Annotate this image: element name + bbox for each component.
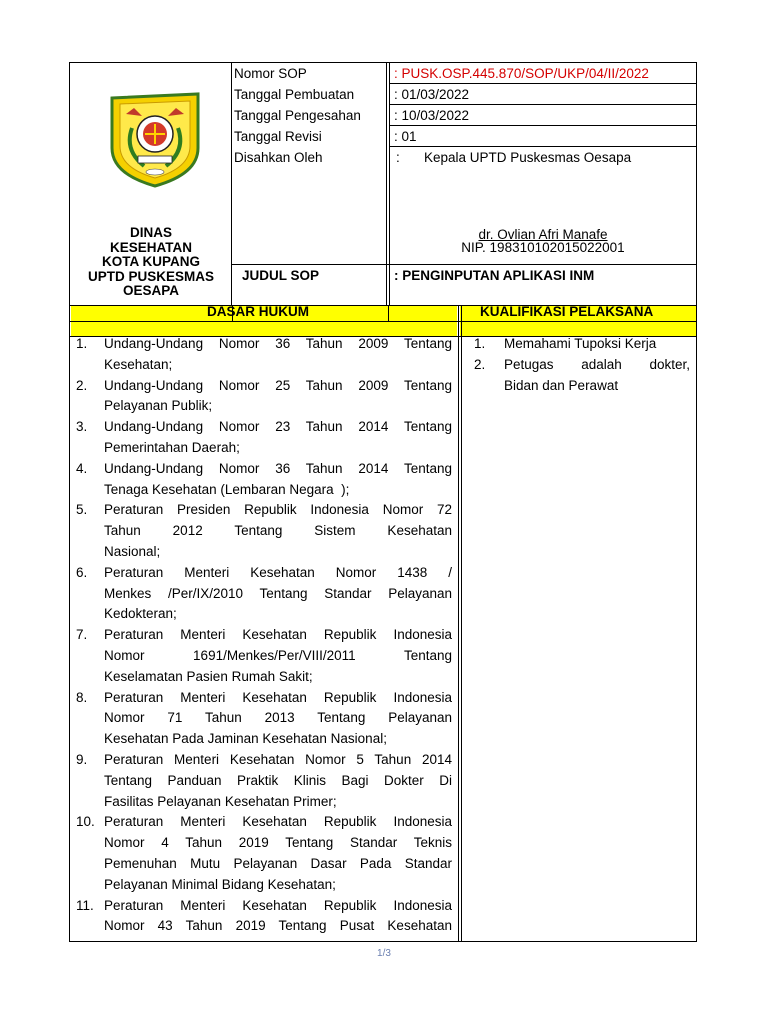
kualifikasi-list [474,334,690,396]
list-item [76,417,452,459]
list-item-line: Fasilitas Pelayanan Kesehatan Primer; [104,793,337,809]
list-item-number: 8. [76,689,88,705]
outer-border-left [69,62,70,942]
list-item-line: Menkes /Per/IX/2010 Tentang Standar Pelayanan [104,585,452,601]
header-col-divider-2 [386,62,387,306]
row-line-1 [390,83,696,84]
kualifikasi-heading: KUALIFIKASI PELAKSANA [480,304,654,319]
list-item-line: Memahami Tupoksi Kerja [504,336,657,351]
list-item-line: Pemerintahan Daerah; [104,439,240,455]
list-item-line: Undang-Undang Nomor 36 Tahun 2009 Tentang [104,336,452,351]
kota-kupang-emblem-icon [104,88,206,188]
list-item-text [504,334,690,355]
list-item-number: 5. [76,502,88,518]
list-item-text [104,688,452,750]
field-value-tanggal-revisi: : 01 [394,129,417,144]
list-item-line: Kesehatan Pada Jaminan Kesehatan Nasional; [104,731,387,747]
list-item [76,812,452,895]
list-item-line: Tahun 2012 Tentang Sistem Kesehatan [104,523,452,539]
list-item-line: Peraturan Menteri Kesehatan Nomor 1438 / [104,564,452,580]
list-item [76,688,452,750]
list-item [76,500,452,562]
list-item-text [104,812,452,895]
field-label-tanggal-pengesahan: Tanggal Pengesahan [234,108,361,123]
list-item [474,355,690,397]
list-item-number: 11. [76,897,94,913]
org-line: UPTD PUSKESMAS [87,268,214,284]
list-item-number: 6. [76,564,88,580]
band-col-divider-b [388,306,389,322]
list-item-line: Kesehatan; [104,356,173,372]
list-item-line: Kedokteran; [104,606,177,622]
list-item-number: 2. [474,356,486,372]
list-item-line: Tentang Panduan Praktik Klinis Bagi Dokter Di [104,772,452,788]
list-item-text [104,334,452,376]
field-value-tanggal-pengesahan: : 10/03/2022 [394,108,470,123]
list-item-line: Peraturan Menteri Kesehatan Republik Indonesia [104,897,452,913]
list-item [76,896,452,938]
organization-name [72,226,230,299]
dasar-hukum-heading: DASAR HUKUM [207,304,309,319]
list-item-line: Peraturan Menteri Kesehatan Republik Indonesia [104,627,452,643]
page-indicator: 1/3 [377,948,391,959]
field-label-nomor-sop: Nomor SOP [234,66,307,81]
outer-border-top [69,62,697,63]
field-value-nomor-sop: : PUSK.OSP.445.870/SOP/UKP/04/II/2022 [394,66,649,81]
list-item-line: Undang-Undang Nomor 36 Tahun 2014 Tentang [104,460,452,476]
list-item-number: 1. [474,336,486,351]
org-line: KOTA KUPANG [102,254,200,269]
list-item-number: 4. [76,460,88,476]
band-divider [69,321,697,322]
list-item-number: 7. [76,627,88,643]
list-item-line: Nomor 1691/Menkes/Per/VIII/2011 Tentang [104,647,452,663]
judul-row-top [231,264,696,265]
list-item-number: 10. [76,814,95,830]
org-line: OESAPA [122,283,179,298]
row-line-4 [390,146,696,147]
list-item-line: Nomor 4 Tahun 2019 Tentang Standar Teknis [104,835,452,851]
list-item [474,334,690,355]
list-item-line: Pemenuhan Mutu Pelayanan Dasar Pada Standar [104,855,452,871]
field-label-tanggal-revisi: Tanggal Revisi [234,129,322,144]
list-item-text [104,896,452,938]
signer-nip: NIP. 198310102015022001 [461,240,625,255]
list-item-text [504,355,690,397]
list-item-line: Peraturan Menteri Kesehatan Republik Indonesia [104,689,452,705]
list-item [76,376,452,418]
list-item-text [104,500,452,562]
header-col-divider-1 [231,62,232,306]
list-item [76,334,452,376]
list-item-line: Peraturan Menteri Kesehatan Republik Indonesia [104,814,452,830]
list-item-text [104,750,452,812]
field-value-colon: : [396,150,400,165]
list-item-line: Bidan dan Perawat [504,377,619,393]
list-item-line: Petugas adalah dokter, [504,356,690,372]
list-item-text [104,459,452,501]
list-item-line: Nomor 43 Tahun 2019 Tentang Pusat Kesehatan [104,918,452,934]
list-item-number: 3. [76,419,88,435]
judul-sop-label: JUDUL SOP [242,268,320,283]
list-item-text [104,417,452,459]
list-item-line: Peraturan Presiden Republik Indonesia Nomor 72 [104,502,452,518]
list-item-line: Nasional; [104,543,161,559]
list-item [76,625,452,687]
signer-name: dr. Ovlian Afri Manafe [478,227,608,242]
list-item-line: Pelayanan Minimal Bidang Kesehatan; [104,876,336,892]
list-item-line: Undang-Undang Nomor 23 Tahun 2014 Tentang [104,419,452,435]
body-col-divider-b [461,306,462,942]
list-item-text [104,563,452,625]
row-line-2 [390,104,696,105]
list-item-line: Undang-Undang Nomor 25 Tahun 2009 Tentang [104,377,452,393]
outer-border-right [696,62,697,942]
list-item-number: 9. [76,751,88,767]
row-line-3 [390,125,696,126]
org-line: KESEHATAN [109,239,192,255]
list-item-line: Pelayanan Publik; [104,398,213,414]
dasar-hukum-list [76,334,452,937]
list-item-line: Nomor 71 Tahun 2013 Tentang Pelayanan [104,710,452,726]
list-item-number: 2. [76,377,88,393]
header-col-divider-2b [389,62,390,306]
list-item-line: Keselamatan Pasien Rumah Sakit; [104,668,313,684]
judul-sop-value: : PENGINPUTAN APLIKASI INM [394,268,595,283]
list-item-line: Tenaga Kesehatan (Lembaran Negara ); [104,481,350,497]
list-item-text [104,625,452,687]
org-line: DINAS [129,225,172,240]
field-value-tanggal-pembuatan: : 01/03/2022 [394,87,470,102]
list-item [76,459,452,501]
list-item-number: 1. [76,336,88,351]
field-label-tanggal-pembuatan: Tanggal Pembuatan [234,87,355,102]
field-label-disahkan-oleh: Disahkan Oleh [234,150,323,165]
list-item-text [104,376,452,418]
field-value-disahkan-oleh: Kepala UPTD Puskesmas Oesapa [424,150,632,165]
list-item [76,563,452,625]
list-item-line: Peraturan Menteri Kesehatan Nomor 5 Tahun 2014 [104,751,452,767]
body-bottom-line [69,941,697,942]
list-item [76,750,452,812]
body-col-divider [458,306,459,942]
